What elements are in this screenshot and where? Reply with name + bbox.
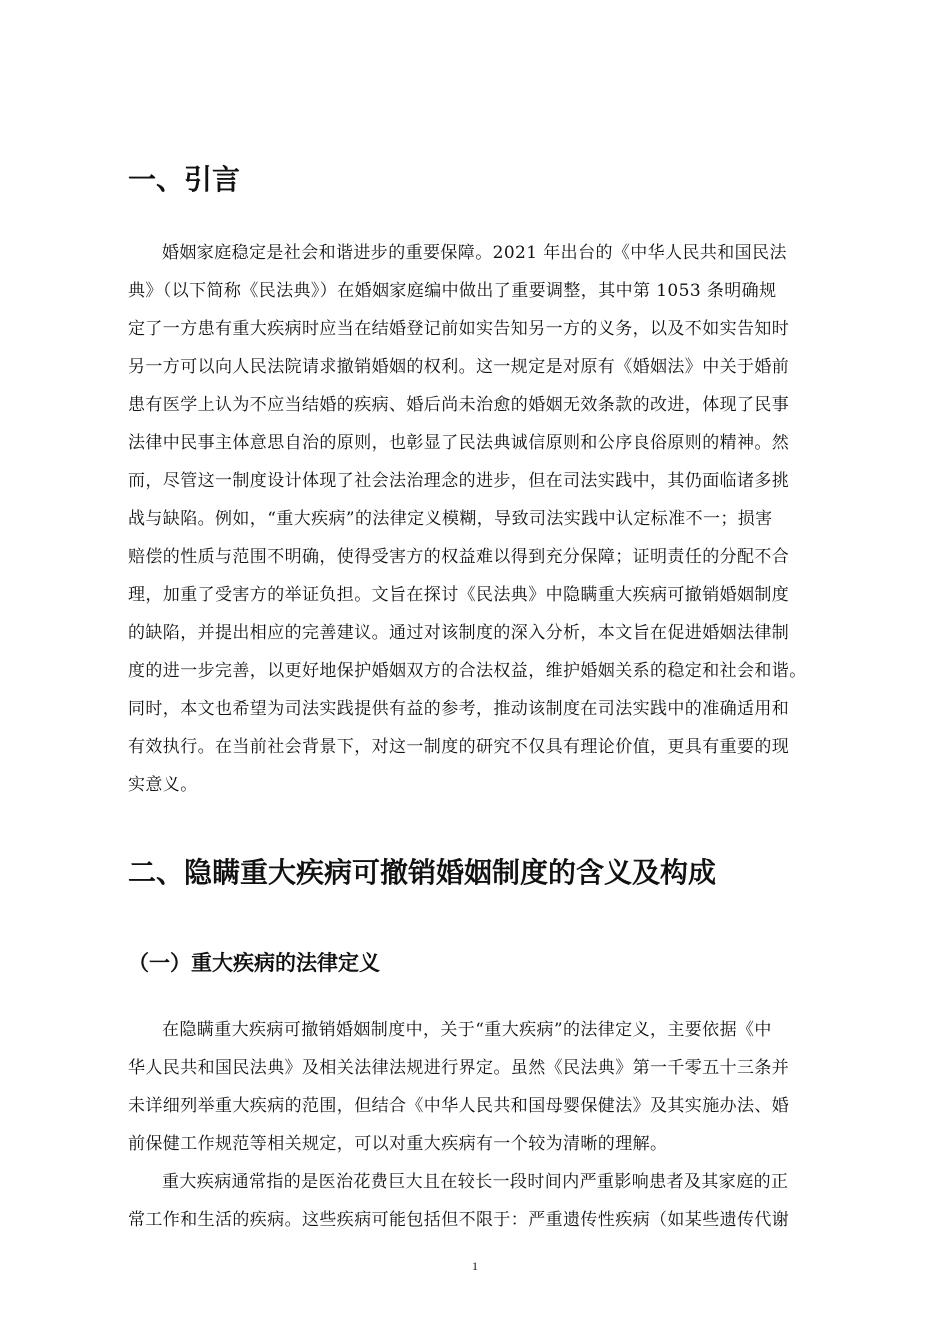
paragraph-line: 法律中民事主体意思自治的原则，也彰显了民法典诚信原则和公序良俗原则的精神。然 — [128, 433, 790, 453]
page-number: 1 — [472, 1259, 478, 1273]
paragraph-line: 而，尽管这一制度设计体现了社会法治理念的进步，但在司法实践中，其仍面临诸多挑 — [128, 471, 790, 491]
paragraph-line: 前保健工作规范等相关规定，可以对重大疾病有一个较为清晰的理解。 — [128, 1134, 668, 1154]
paragraph-line: 定了一方患有重大疾病时应当在结婚登记前如实告知另一方的义务，以及不如实告知时 — [128, 319, 790, 339]
paragraph-line: 华人民共和国民法典》及相关法律法规进行界定。虽然《民法典》第一千零五十三条并 — [128, 1058, 790, 1078]
subsection-heading-legal-definition: （一）重大疾病的法律定义 — [128, 951, 380, 975]
paragraph-line: 同时，本文也希望为司法实践提供有益的参考，推动该制度在司法实践中的准确适用和 — [128, 699, 790, 719]
paragraph-line: 的缺陷，并提出相应的完善建议。通过对该制度的深入分析，本文旨在促进婚姻法律制 — [128, 623, 790, 643]
section-heading-concealed-illness: 二、隐瞒重大疾病可撤销婚姻制度的含义及构成 — [128, 856, 717, 889]
section-heading-introduction: 一、引言 — [128, 163, 241, 196]
paragraph-line: 未详细列举重大疾病的范围，但结合《中华人民共和国母婴保健法》及其实施办法、婚 — [128, 1096, 790, 1116]
paragraph-line: 度的进一步完善，以更好地保护婚姻双方的合法权益，维护婚姻关系的稳定和社会和谐。 — [128, 661, 807, 681]
paragraph-line: 理，加重了受害方的举证负担。文旨在探讨《民法典》中隐瞒重大疾病可撤销婚姻制度 — [128, 585, 790, 605]
paragraph-line: 重大疾病通常指的是医治花费巨大且在较长一段时间内严重影响患者及其家庭的正 — [162, 1172, 789, 1192]
paragraph-line: 在隐瞒重大疾病可撤销婚姻制度中，关于“重大疾病”的法律定义，主要依据《中 — [162, 1020, 772, 1040]
paragraph-line: 典》（以下简称《民法典》）在婚姻家庭编中做出了重要调整，其中第 1053 条明确规 — [128, 281, 777, 301]
paragraph-line: 另一方可以向人民法院请求撤销婚姻的权利。这一规定是对原有《婚姻法》中关于婚前 — [128, 357, 790, 377]
paragraph-line: 有效执行。在当前社会背景下，对这一制度的研究不仅具有理论价值，更具有重要的现 — [128, 737, 790, 757]
paragraph-line: 赔偿的性质与范围不明确，使得受害方的权益难以得到充分保障；证明责任的分配不合 — [128, 547, 790, 567]
paragraph-line: 婚姻家庭稳定是社会和谐进步的重要保障。2021 年出台的《中华人民共和国民法 — [162, 243, 787, 263]
paragraph-line: 患有医学上认为不应当结婚的疾病、婚后尚未治愈的婚姻无效条款的改进，体现了民事 — [128, 395, 790, 415]
paragraph-line: 战与缺陷。例如，“重大疾病”的法律定义模糊，导致司法实践中认定标准不一；损害 — [128, 509, 773, 529]
paragraph-line: 实意义。 — [128, 775, 198, 795]
paragraph-line: 常工作和生活的疾病。这些疾病可能包括但不限于：严重遗传性疾病（如某些遗传代谢 — [128, 1210, 790, 1230]
